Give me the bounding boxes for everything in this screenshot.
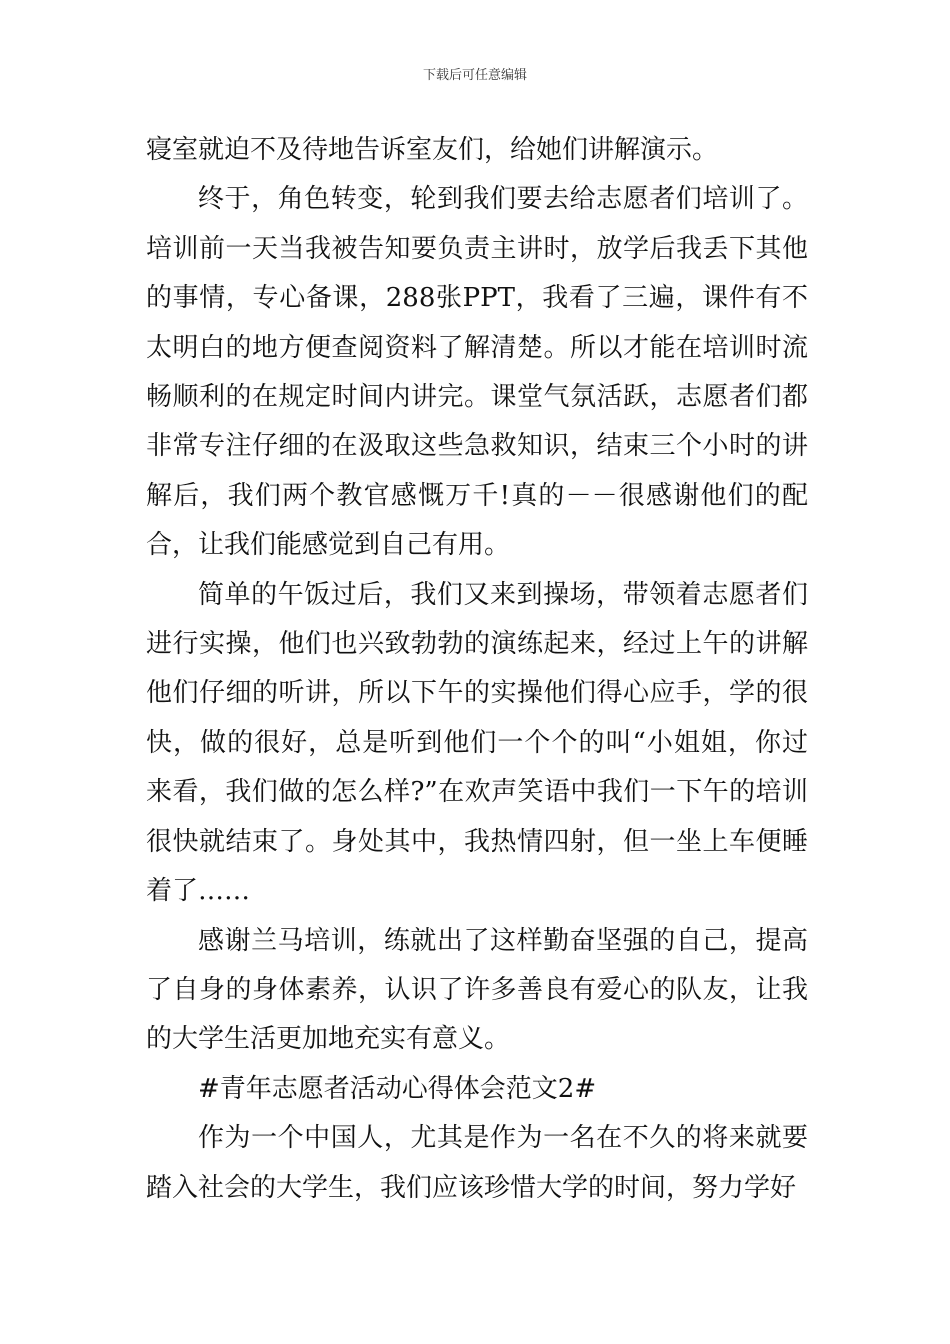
section-heading: #青年志愿者活动心得体会范文2#: [198, 1073, 597, 1104]
paragraph-4: 感谢兰马培训，练就出了这样勤奋坚强的自己，提高了自身的身体素养，认识了许多善良有爱心的队友，让我的大学生活更加地充实有意义。: [146, 925, 808, 1055]
paragraph-5: 作为一个中国人，尤其是作为一名在不久的将来就要踏入社会的大学生，我们应该珍惜大学的时间，努力学好: [146, 1123, 808, 1203]
paragraph-3: 简单的午饭过后，我们又来到操场，带领着志愿者们进行实操，他们也兴致勃勃的演练起来，经过上午的讲解他们仔细的听讲，所以下午的实操他们得心应手，学的很快，做的很好，总是听到他们一个个的叫“小姐姐，你过来看，我们做的怎么样?”在欢声笑语中我们一下午的培训很快就结束了。身处其中，我热情四射，但一坐上车便睡着了……: [146, 579, 808, 907]
page-header-note: 下载后可任意编辑: [422, 68, 527, 83]
paragraph-2: 终于，角色转变，轮到我们要去给志愿者们培训了。培训前一天当我被告知要负责主讲时，放学后我丢下其他的事情，专心备课，288张PPT，我看了三遍，课件有不太明白的地方便查阅资料了解清楚。所以才能在培训时流畅顺利的在规定时间内讲完。课堂气氛活跃，志愿者们都非常专注仔细的在汲取这些急救知识，结束三个小时的讲解后，我们两个教官感慨万千!真的－－很感谢他们的配合，让我们能感觉到自己有用。: [146, 184, 808, 561]
paragraph-1: 寝室就迫不及待地告诉室友们，给她们讲解演示。: [146, 135, 719, 165]
document-body: [146, 126, 808, 1213]
